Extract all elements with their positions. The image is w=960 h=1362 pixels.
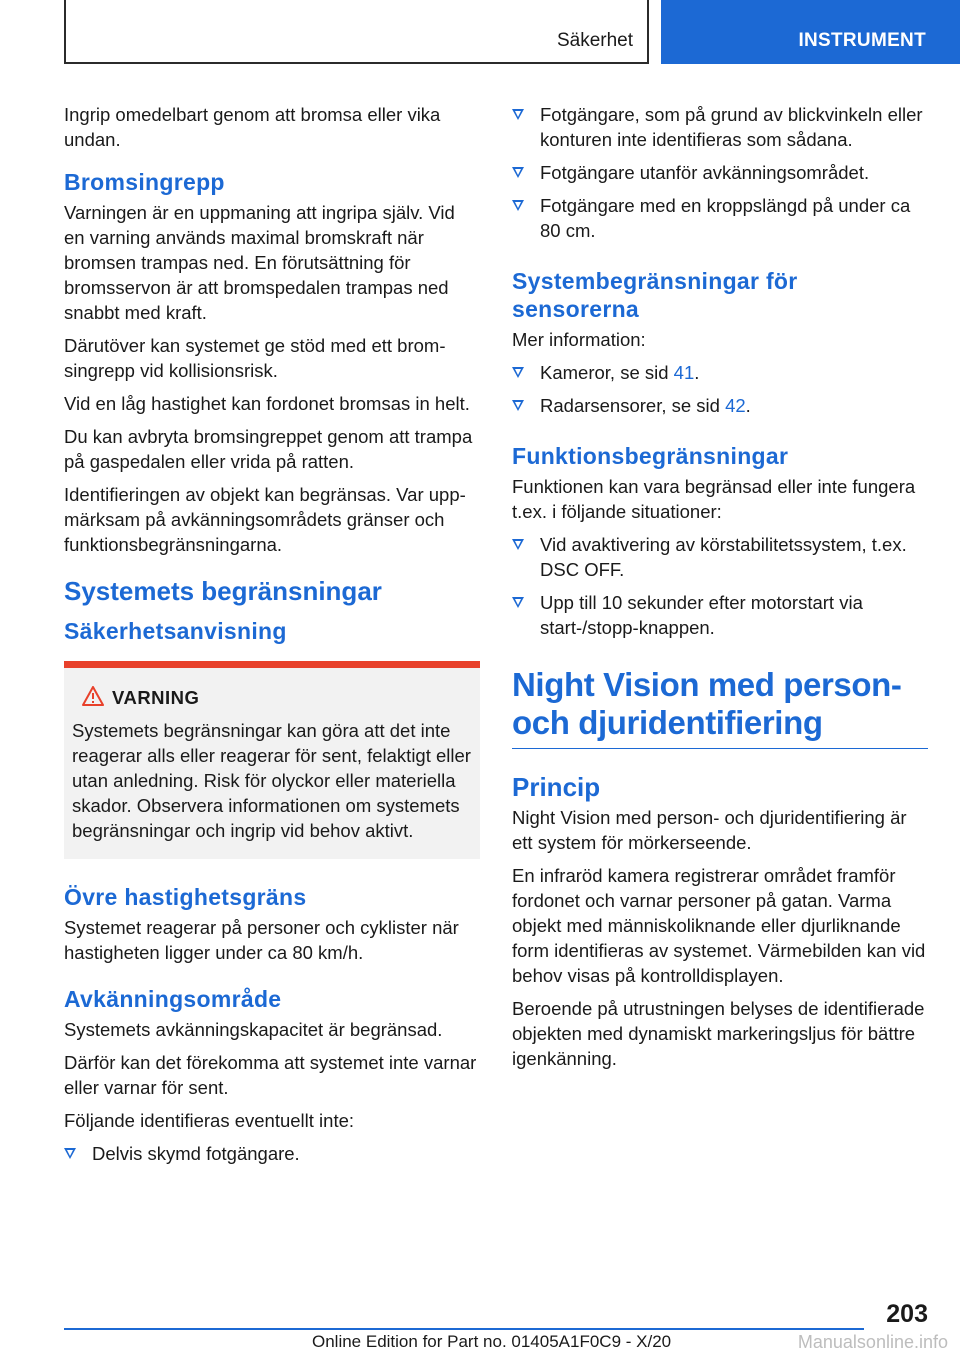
heading-night-vision: Night Vision med person- och djuridentifiering [512,666,928,749]
list-item-text: Fotgängare med en kroppslängd på under ca 80 cm. [540,195,911,241]
section-title: Säkerhet [556,30,633,51]
paragraph: Systemets avkänningskapacitet är begränsad. [64,1019,443,1040]
paragraph: En infraröd kamera registrerar området framför fordonet och varnar personer på gatan. Varma objekt med människoliknande eller djurliknande form identifieras av systemet. Värmebilden kan vid behov visas på kontrolldisplayen. [512,865,926,986]
list-item-text: Fotgängare utanför avkänningsområdet. [540,162,870,183]
footer-edition: Online Edition for Part no. 01405A1F0C9 - X/20 [312,1332,672,1351]
list-item [512,102,928,152]
paragraph: Följande identifieras eventuellt inte: [64,1110,355,1131]
heading-system-limits: Systemets begränsningar [64,576,382,606]
right-column [512,102,928,1079]
bullet-triangle-icon [512,400,524,411]
left-column [64,102,480,1174]
list-item [512,360,928,385]
paragraph: Du kan avbryta bromsingreppet genom att trampa på gaspedalen eller vrida på ratten. [64,426,473,472]
heading-detection-range: Avkänningsområde [64,986,282,1012]
list-item-text: Fotgängare, som på grund av blickvinkeln eller konturen inte identifieras som sådana. [540,104,923,150]
bullet-triangle-icon [512,367,524,378]
paragraph: Därutöver kan systemet ge stöd med ett bromsingrepp vid kollisionsrisk. [64,335,446,381]
list-item [512,393,928,418]
paragraph: Funktionen kan vara begränsad eller inte fungera t.ex. i följande situationer: [512,476,916,522]
page-link-41[interactable]: 41 [673,362,695,383]
page-link-42[interactable]: 42 [725,395,746,416]
paragraph: Varningen är en uppmaning att ingripa själv. Vid en varning används maximal bromskraft när bromsen trampas ned. En förutsättning för bromsservon är att bromspedalen trampas ned snabbt med kraft. [64,202,455,323]
page-number: 203 [886,1300,928,1328]
chapter-title: INSTRUMENT [798,30,926,51]
header-section-box [64,0,649,64]
heading-sensor-limits: Systembegränsningar för sensorerna [512,268,798,322]
bullet-triangle-icon [512,167,524,178]
paragraph: Beroende på utrustningen belyses de identifierade objekten med dynamiskt markeringsljus för bättre igenkänning. [512,998,925,1069]
list-item [512,160,928,185]
bullet-triangle-icon [512,539,524,550]
paragraph: Systemet reagerar på personer och cyklister när hastigheten ligger under ca 80 km/h. [64,917,459,963]
list-item-text: Upp till 10 sekunder efter motorstart via start-/stopp-knappen. [540,592,863,638]
heading-speed-limit: Övre hastighetsgräns [64,884,307,910]
bullet-triangle-icon [512,597,524,608]
paragraph: Identifieringen av objekt kan begränsas. Var uppmärksam på avkänningsområdets gränser och funktionsbegränsningarna. [64,484,466,555]
list-item [512,532,928,582]
paragraph: Night Vision med person- och djuridentifiering är ett system för mörkerseende. [512,807,907,853]
heading-bromsingrepp: Bromsingrepp [64,169,225,195]
footer-divider [64,1328,864,1330]
warning-triangle-icon [82,686,104,706]
bullet-triangle-icon [64,1148,76,1159]
list-item [512,590,928,640]
warning-title-row [112,686,472,710]
paragraph: Mer information: [512,329,646,350]
list-item [512,193,928,243]
list-item-text: Kameror, se sid [540,362,674,383]
warning-title: VARNING [112,687,200,708]
warning-text: Systemets begränsningar kan göra att det inte reagerar alls eller reagerar för sent, felaktigt eller utan anledning. Risk för olyckor eller materiella skador. Observera informationen om systemets begränsningar och ingrip vid behov aktivt. [72,720,471,841]
paragraph: Vid en låg hastighet kan fordonet bromsas in helt. [64,393,470,414]
list-item-text: Radarsensorer, se sid [540,395,726,416]
warning-box [64,661,480,859]
watermark: Manualsonline.info [797,1332,948,1352]
heading-safety-notice: Säkerhetsanvisning [64,618,287,644]
punctuation: . [694,362,700,383]
bullet-triangle-icon [512,200,524,211]
heading-function-limits: Funktionsbegränsningar [512,443,789,469]
header-chapter-tab [661,0,960,64]
list-item-text: Delvis skymd fotgängare. [92,1143,300,1164]
bullet-triangle-icon [512,109,524,120]
list-item [64,1141,480,1166]
punctuation: . [745,395,751,416]
heading-principle: Princip [512,772,601,802]
paragraph: Därför kan det förekomma att systemet inte varnar eller varnar för sent. [64,1052,477,1098]
intro-paragraph: Ingrip omedelbart genom att bromsa eller vika undan. [64,104,441,150]
list-item-text: Vid avaktivering av körstabilitetssystem, t.ex. DSC OFF. [540,534,907,580]
